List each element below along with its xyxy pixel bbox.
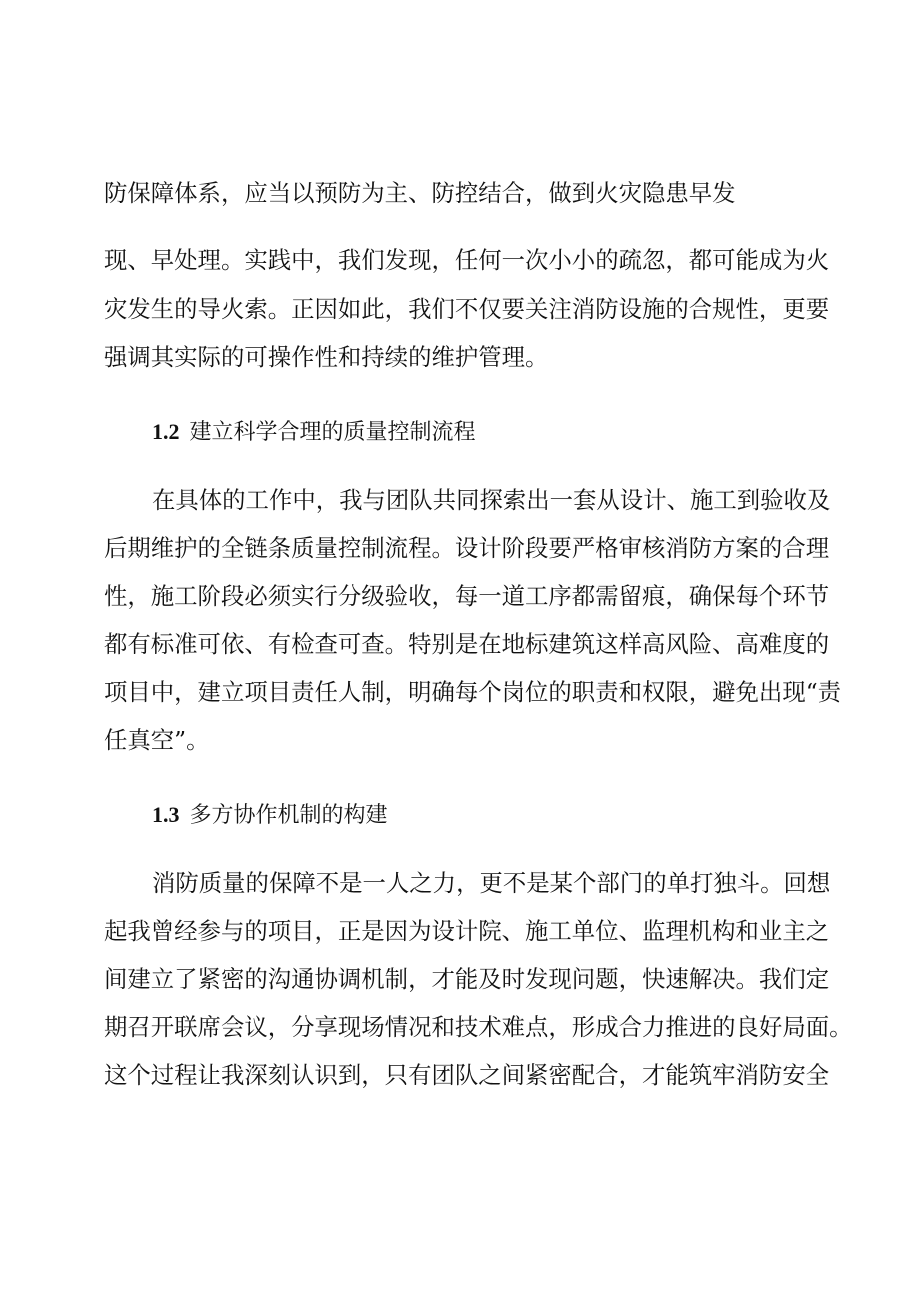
paragraph-1-line-4: 强调其实际的可操作性和持续的维护管理。 (104, 343, 549, 371)
paragraph-2-line-1: 在具体的工作中，我与团队共同探索出一套从设计、施工到验收及 (152, 486, 831, 514)
paragraph-3-line-2: 起我曾经参与的项目，正是因为设计院、施工单位、监理机构和业主之 (104, 917, 830, 945)
paragraph-2-line-3: 性，施工阶段必须实行分级验收，每一道工序都需留痕，确保每个环节 (104, 582, 830, 610)
paragraph-1-line-3: 灾发生的导火索。正因如此，我们不仅要关注消防设施的合规性，更要 (104, 295, 830, 323)
paragraph-1-line-1: 防保障体系，应当以预防为主、防控结合，做到火灾隐患早发 (104, 179, 736, 207)
paragraph-3-line-1: 消防质量的保障不是一人之力，更不是某个部门的单打独斗。回想 (152, 869, 831, 897)
paragraph-3-line-4: 期召开联席会议，分享现场情况和技术难点，形成合力推进的良好局面。 (104, 1013, 853, 1041)
paragraph-1-line-2: 现、早处理。实践中，我们发现，任何一次小小的疏忽，都可能成为火 (104, 246, 830, 274)
paragraph-2-line-6: 任真空”。 (104, 726, 210, 754)
paragraph-2-line-5: 项目中，建立项目责任人制，明确每个岗位的职责和权限，避免出现“责 (104, 678, 842, 706)
paragraph-2-line-2: 后期维护的全链条质量控制流程。设计阶段要严格审核消防方案的合理 (104, 534, 830, 562)
section-title: 建立科学合理的质量控制流程 (189, 420, 476, 445)
paragraph-2-line-4: 都有标准可依、有检查可查。特别是在地标建筑这样高风险、高难度的 (104, 630, 830, 658)
section-title: 多方协作机制的构建 (189, 803, 388, 828)
paragraph-3-line-5: 这个过程让我深刻认识到，只有团队之间紧密配合，才能筑牢消防安全 (104, 1061, 830, 1089)
section-heading-1-3 (152, 800, 388, 831)
section-heading-1-2 (152, 417, 476, 448)
paragraph-3-line-3: 间建立了紧密的沟通协调机制，才能及时发现问题，快速解决。我们定 (104, 965, 830, 993)
section-number: 1.3 (152, 802, 180, 827)
section-number: 1.2 (152, 419, 180, 444)
